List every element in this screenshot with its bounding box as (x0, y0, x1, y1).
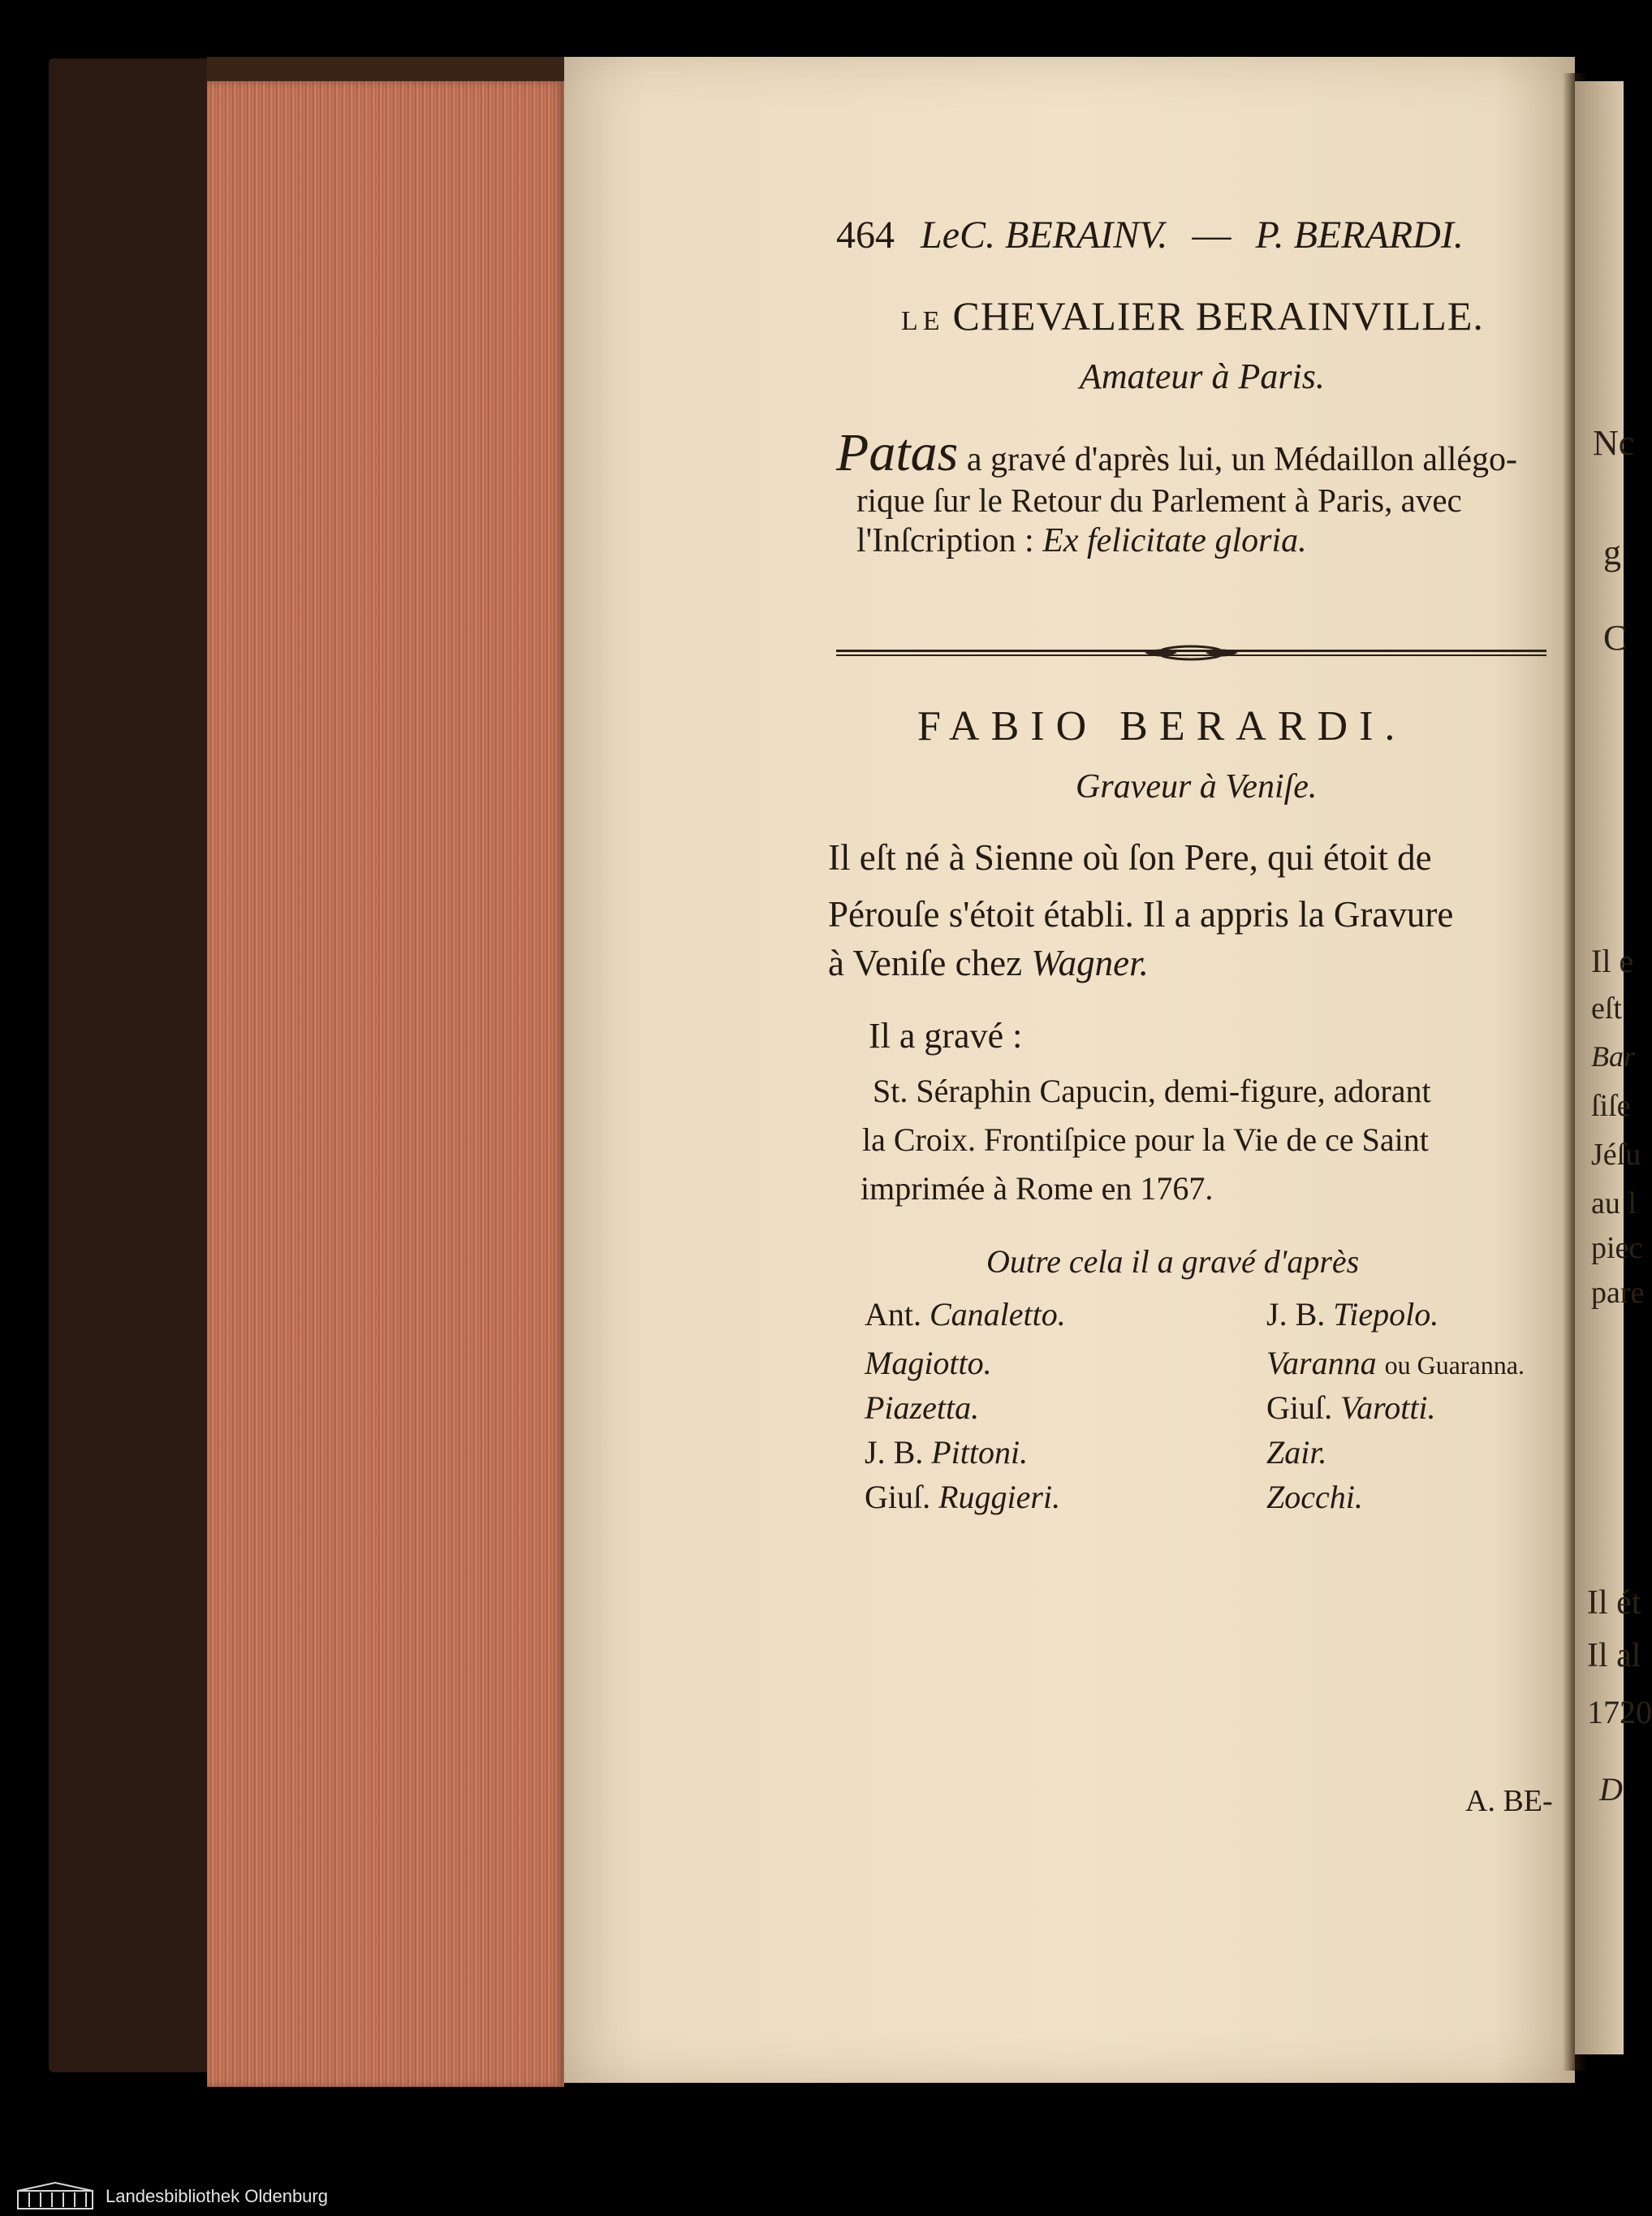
facing-page-text: Jéſu (1591, 1138, 1641, 1172)
paragraph-line: Pérouſe s'étoit établi. Il a appris la Gravure (828, 894, 1454, 935)
artist-entry (865, 1433, 1028, 1471)
paragraph-line: rique ſur le Retour du Parlement à Paris, avec (856, 482, 1462, 519)
artist-last-name: Zair. (1266, 1434, 1327, 1471)
artist-last-name: Pittoni. (931, 1434, 1029, 1471)
running-header-right: P. BERARDI. (1255, 214, 1464, 257)
artist-last-name: Canaletto. (930, 1296, 1066, 1333)
artist-entry (1266, 1295, 1438, 1333)
entry-title-berardi: FABIO BERARDI. (917, 703, 1407, 749)
artist-entry (865, 1295, 1066, 1333)
artist-last-name: Varanna (1266, 1345, 1377, 1381)
paragraph-line (856, 521, 1307, 560)
book-page (564, 57, 1575, 2083)
artist-entry (1266, 1389, 1436, 1427)
running-header-left: LeC. BERAINV. (921, 214, 1168, 257)
artist-last-name: Piazetta. (865, 1389, 980, 1426)
paragraph-line (828, 942, 1149, 984)
artist-entry (1266, 1478, 1363, 1516)
paragraph-line (836, 422, 1517, 484)
facing-page-text: g (1603, 533, 1621, 572)
running-header (836, 213, 1464, 257)
drop-word: Patas (836, 423, 959, 482)
artist-alias: ou Guaranna. (1384, 1350, 1525, 1380)
artist-last-name: Varotti. (1340, 1389, 1436, 1426)
library-name: Landesbibliothek Oldenburg (106, 2186, 328, 2206)
paragraph-line: Il eſt né à Sienne où ſon Pere, qui étoit de (828, 837, 1432, 878)
facing-page-text: Il ét (1587, 1584, 1641, 1622)
artists-intro: Outre cela il a gravé d'après (986, 1243, 1360, 1280)
paragraph-text: l'Inſcription : (856, 522, 1034, 559)
book-spine-top (207, 57, 564, 81)
library-building-icon (15, 2181, 96, 2210)
ornamental-divider (836, 644, 1546, 662)
work-description-line: imprimée à Rome en 1767. (861, 1170, 1214, 1207)
artist-first-name: Ant. (865, 1296, 921, 1333)
facing-page-text: piec (1591, 1231, 1643, 1265)
facing-page-text: ſiſe (1591, 1089, 1631, 1123)
running-header-separator: — (1192, 214, 1231, 257)
artist-entry (865, 1389, 979, 1427)
artist-last-name: Magiotto. (865, 1345, 992, 1381)
entry-title-article: LE (901, 306, 945, 336)
facing-page-text: Nc (1593, 423, 1635, 463)
artist-first-name: Giuſ. (1266, 1389, 1333, 1426)
entry-title-name: CHEVALIER BERAINVILLE. (952, 293, 1484, 339)
artist-first-name: Giuſ. (865, 1479, 931, 1515)
paragraph-text: à Veniſe chez (828, 943, 1023, 983)
catchword: A. BE- (1465, 1784, 1553, 1818)
facing-page-text: Il e (1591, 943, 1634, 979)
artist-first-name: J. B. (1266, 1296, 1326, 1333)
artist-entry (865, 1344, 992, 1382)
page-edges (207, 81, 564, 2087)
facing-page-fragment (1575, 81, 1652, 2054)
artist-last-name: Ruggieri. (938, 1479, 1061, 1515)
facing-page-text: Bar (1591, 1040, 1635, 1073)
entry-subtitle-berardi: Graveur à Veniſe. (1076, 768, 1318, 806)
artist-first-name: J. B. (865, 1434, 924, 1471)
section-heading: Il a gravé : (869, 1016, 1023, 1056)
facing-page-text: pare (1591, 1276, 1645, 1310)
paragraph-text: a gravé d'après lui, un Médaillon allégo- (966, 441, 1518, 478)
facing-page-text: D (1599, 1771, 1623, 1808)
artist-entry (865, 1478, 1060, 1516)
work-description-line: St. Séraphin Capucin, demi-figure, adorant (873, 1073, 1431, 1109)
facing-page-text: 1720 (1587, 1694, 1652, 1730)
work-description-line: la Croix. Frontiſpice pour la Vie de ce Saint (862, 1121, 1429, 1158)
artist-entry (1266, 1433, 1327, 1471)
facing-page-text: au l (1591, 1186, 1637, 1220)
entry-title-berainville (901, 292, 1484, 339)
artist-entry (1266, 1344, 1525, 1382)
engraver-name: Wagner. (1031, 943, 1149, 983)
facing-page-text: eſt (1591, 991, 1622, 1026)
entry-subtitle-berainville: Amateur à Paris. (1080, 356, 1325, 396)
page-number: 464 (836, 214, 895, 257)
artist-last-name: Tiepolo. (1333, 1296, 1439, 1333)
library-footer (0, 2176, 1624, 2216)
facing-page-text: C (1603, 618, 1628, 658)
facing-page-text: Il al (1587, 1637, 1641, 1674)
artist-last-name: Zocchi. (1266, 1479, 1363, 1515)
inscription-text: Ex felicitate gloria. (1042, 522, 1307, 559)
